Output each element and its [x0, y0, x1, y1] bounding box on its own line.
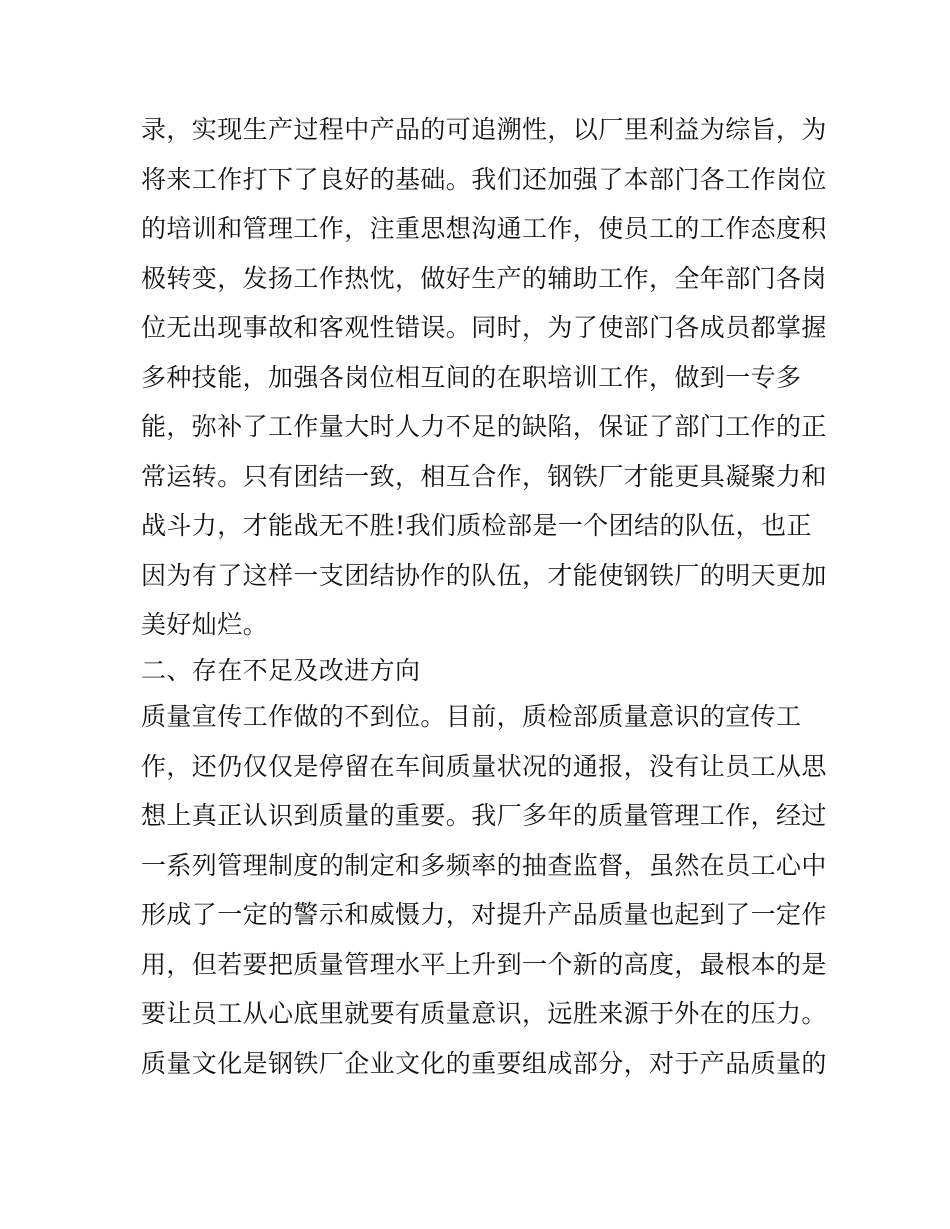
paragraph-line: 极转变，发扬工作热忱，做好生产的辅助工作，全年部门各岗	[141, 263, 827, 293]
document-body	[141, 110, 827, 1093]
section-heading: 二、存在不足及改进方向	[141, 656, 421, 685]
paragraph-line: 作，还仍仅仅是停留在车间质量状况的通报，没有让员工从思	[141, 751, 827, 781]
paragraph-line: 位无出现事故和客观性错误。同时，为了使部门各成员都掌握	[141, 313, 827, 342]
paragraph-line: 质量文化是钢铁厂企业文化的重要组成部分，对于产品质量的	[141, 1048, 827, 1078]
paragraph-line: 想上真正认识到质量的重要。我厂多年的质量管理工作，经过	[141, 801, 827, 830]
paragraph-line: 一系列管理制度的制定和多频率的抽查监督，虽然在员工心中	[141, 850, 827, 880]
paragraph-line: 将来工作打下了良好的基础。我们还加强了本部门各工作岗位	[141, 164, 827, 194]
paragraph-line: 能，弥补了工作量大时人力不足的缺陷，保证了部门工作的正	[141, 412, 827, 441]
paragraph-line: 要让员工从心底里就要有质量意识，远胜来源于外在的压力。	[141, 999, 827, 1028]
paragraph-line: 的培训和管理工作，注重思想沟通工作，使员工的工作态度积	[141, 214, 827, 243]
paragraph-line: 美好灿烂。	[141, 610, 269, 639]
paragraph-line: 常运转。只有团结一致，相互合作，钢铁厂才能更具凝聚力和	[141, 461, 827, 491]
paragraph-line: 质量宣传工作做的不到位。目前，质检部质量意识的宣传工	[141, 702, 802, 731]
paragraph-line: 多种技能，加强各岗位相互间的在职培训工作，做到一专多	[141, 362, 802, 392]
paragraph-line: 因为有了这样一支团结协作的队伍，才能使钢铁厂的明天更加	[141, 560, 827, 590]
paragraph-line: 用，但若要把质量管理水平上升到一个新的高度，最根本的是	[141, 949, 827, 979]
paragraph-line: 录，实现生产过程中产品的可追溯性，以厂里利益为综旨，为	[141, 115, 827, 144]
paragraph-line: 战斗力，才能战无不胜!我们质检部是一个团结的队伍，也正	[141, 511, 812, 540]
paragraph-line: 形成了一定的警示和威慑力，对提升产品质量也起到了一定作	[141, 900, 827, 929]
